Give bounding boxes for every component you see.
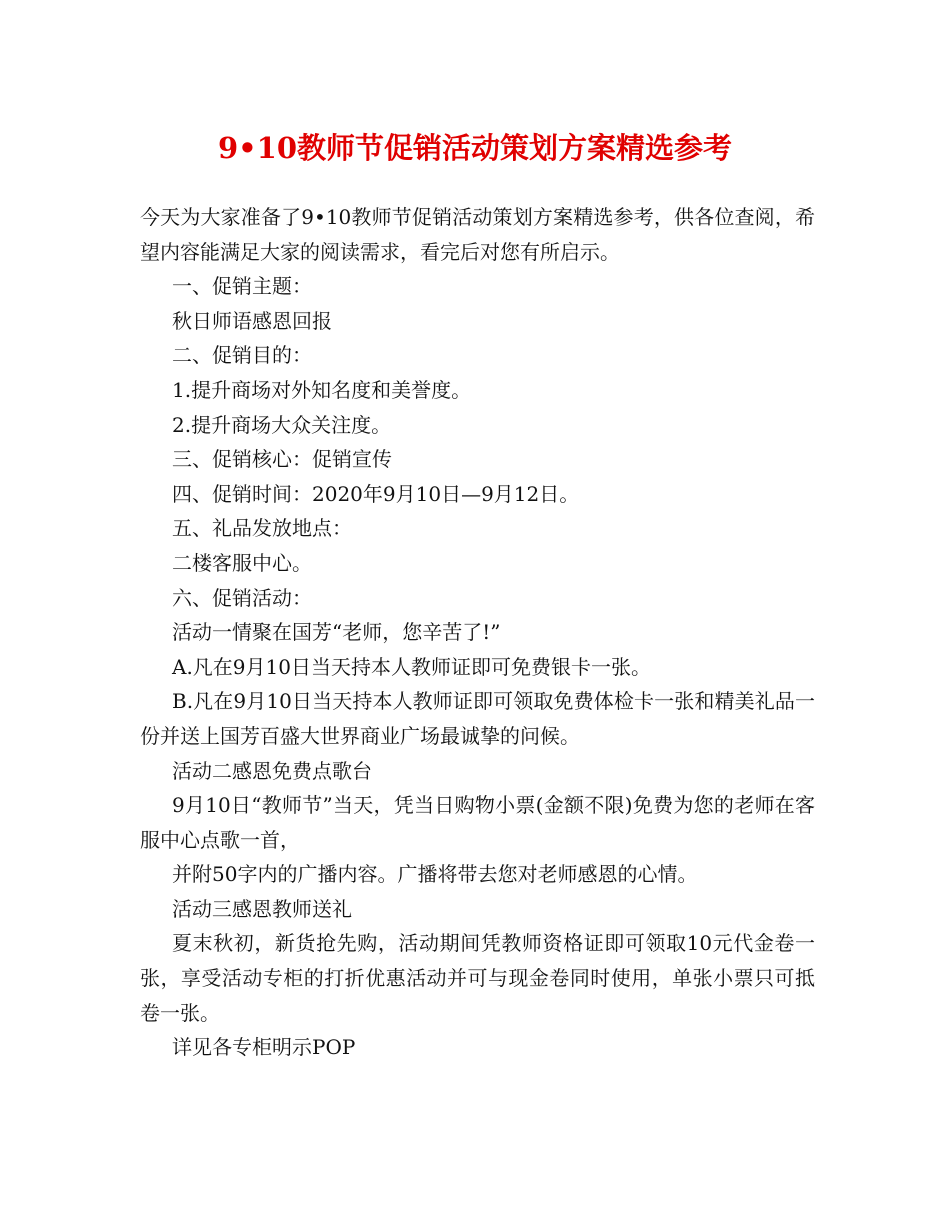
activity-2-note: 并附50字内的广播内容。广播将带去您对老师感恩的心情。 — [172, 862, 698, 887]
location-text: 二楼客服中心。 — [172, 550, 312, 575]
section-heading-location: 五、礼品发放地点： — [172, 516, 352, 541]
activity-3-title: 活动三感恩教师送礼 — [172, 896, 352, 921]
activity-1-item-a: A.凡在9月10日当天持本人教师证即可免费银卡一张。 — [172, 654, 651, 679]
document-title: 9•10教师节促销活动策划方案精选参考 — [217, 131, 733, 165]
activity-2-title: 活动二感恩免费点歌台 — [172, 758, 372, 783]
purpose-item-1: 1.提升商场对外知名度和美誉度。 — [172, 377, 472, 402]
activity-2-detail: 9月10日“教师节”当天，凭当日购物小票(金额不限)免费为您的老师在客服中心点歌一首， — [140, 793, 815, 852]
document-body — [140, 200, 815, 1065]
activity-3-detail: 夏末秋初，新货抢先购，活动期间凭教师资格证即可领取10元代金卷一张，享受活动专柜的打折优惠活动并可与现金卷同时使用，单张小票只可抵卷一张。 — [140, 931, 815, 1025]
section-heading-theme: 一、促销主题： — [172, 274, 312, 299]
section-heading-core: 三、促销核心：促销宣传 — [172, 447, 392, 472]
intro-paragraph: 今天为大家准备了9•10教师节促销活动策划方案精选参考，供各位查阅，希望内容能满足大家的阅读需求，看完后对您有所启示。 — [140, 205, 815, 264]
theme-text: 秋日师语感恩回报 — [172, 308, 332, 333]
section-heading-activities: 六、促销活动： — [172, 585, 312, 610]
section-heading-time: 四、促销时间：2020年9月10日—9月12日。 — [172, 481, 580, 506]
activity-1-item-b: B.凡在9月10日当天持本人教师证即可领取免费体检卡一张和精美礼品一份并送上国芳百盛大世界商业广场最诚挚的问候。 — [140, 689, 815, 748]
section-heading-purpose: 二、促销目的： — [172, 343, 312, 368]
closing-note: 详见各专柜明示POP — [172, 1035, 356, 1060]
purpose-item-2: 2.提升商场大众关注度。 — [172, 412, 392, 437]
activity-1-title: 活动一情聚在国芳“老师，您辛苦了!” — [172, 620, 501, 645]
